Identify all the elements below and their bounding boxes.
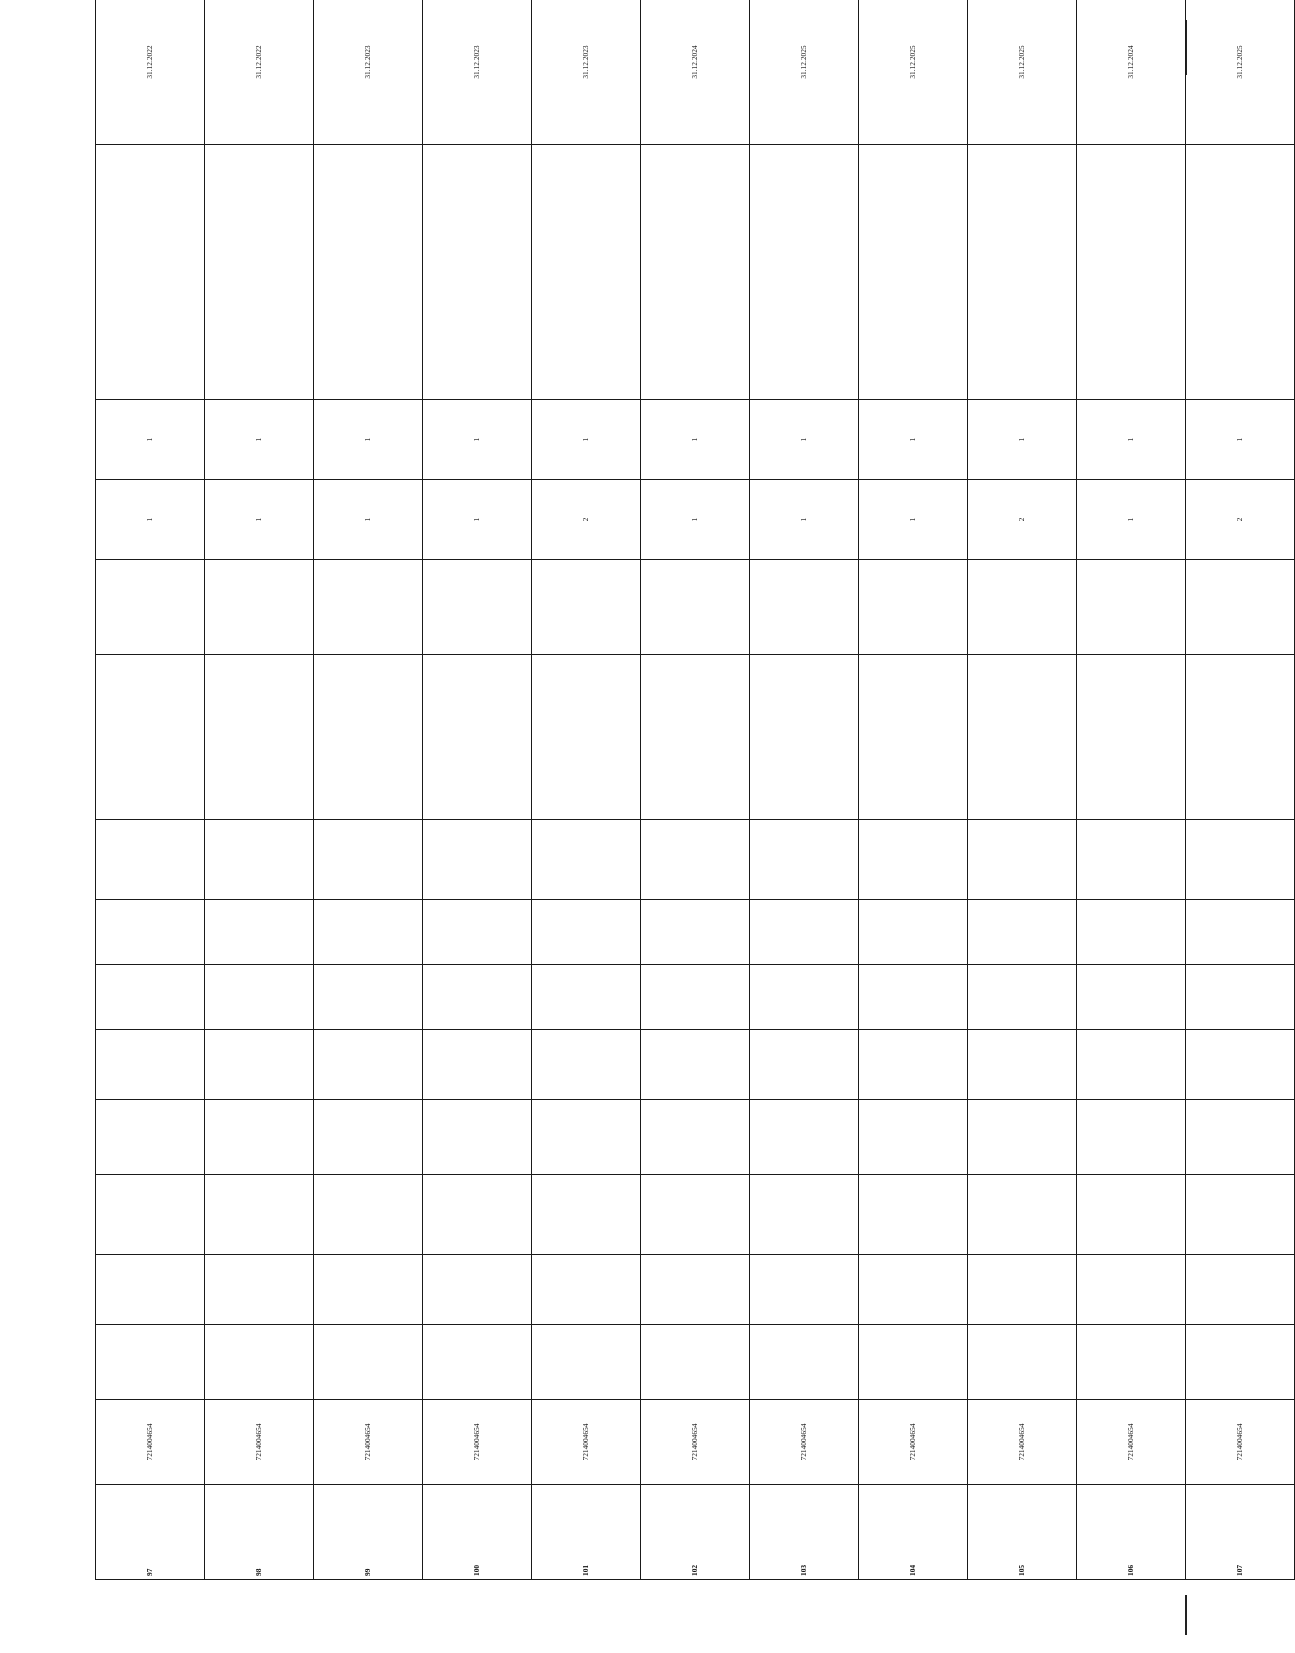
empty-cell (532, 560, 641, 655)
address-cell (968, 1175, 1077, 1255)
organization-cell (1077, 1485, 1186, 1580)
population-cell (1186, 1030, 1295, 1100)
population-cell (314, 1030, 423, 1100)
deadline-date-cell: 31.12.2025 (750, 0, 859, 145)
room-cell (968, 900, 1077, 965)
facility-type-cell (641, 1325, 750, 1400)
department-cell (750, 965, 859, 1030)
department-cell (532, 965, 641, 1030)
table-row (96, 0, 205, 1580)
population-cell (859, 1030, 968, 1100)
quantity-cell: 1 (1077, 480, 1186, 560)
room-cell (423, 900, 532, 965)
deadline-date-cell: 31.12.2025 (859, 0, 968, 145)
address-cell (1186, 1175, 1295, 1255)
quantity-cell: 1 (423, 400, 532, 480)
equipment-cell (1186, 655, 1295, 820)
table-row (1077, 0, 1186, 1580)
row-number: 97 (144, 1568, 154, 1576)
facility-type-cell (968, 1325, 1077, 1400)
row-number: 103 (798, 1564, 808, 1576)
facility-type-cell (532, 1325, 641, 1400)
population-cell (1077, 1030, 1186, 1100)
unit-cell (423, 1255, 532, 1325)
equipment-table (95, 0, 1295, 1580)
empty-cell (641, 560, 750, 655)
facility-type-cell (314, 1325, 423, 1400)
care-mode-cell (314, 820, 423, 900)
unit-cell (1077, 1255, 1186, 1325)
quantity-cell: 1 (750, 480, 859, 560)
care-mode-cell (96, 820, 205, 900)
organization-cell (968, 1485, 1077, 1580)
population-cell (96, 1030, 205, 1100)
legal-basis-cell (205, 145, 314, 400)
inn-cell: 7214004654 (314, 1400, 423, 1485)
legal-basis-cell (859, 145, 968, 400)
address-cell (314, 1175, 423, 1255)
row-number: 100 (471, 1564, 481, 1576)
department-cell (1186, 965, 1295, 1030)
room-cell (96, 900, 205, 965)
locality-cell (314, 1100, 423, 1175)
organization-cell (96, 1485, 205, 1580)
organization-cell (423, 1485, 532, 1580)
row-number: 104 (907, 1564, 917, 1576)
quantity-cell: 1 (859, 400, 968, 480)
table-row (641, 0, 750, 1580)
quantity-cell: 1 (968, 400, 1077, 480)
inn-cell: 7214004654 (968, 1400, 1077, 1485)
facility-type-cell (750, 1325, 859, 1400)
department-cell (968, 965, 1077, 1030)
quantity-cell: 1 (641, 400, 750, 480)
department-cell (96, 965, 205, 1030)
equipment-cell (750, 655, 859, 820)
equipment-cell (314, 655, 423, 820)
locality-cell (859, 1100, 968, 1175)
unit-cell (750, 1255, 859, 1325)
inn-cell: 7214004654 (750, 1400, 859, 1485)
table-body (96, 0, 1295, 1580)
care-mode-cell (641, 820, 750, 900)
address-cell (859, 1175, 968, 1255)
facility-type-cell (1077, 1325, 1186, 1400)
population-cell (968, 1030, 1077, 1100)
inn-cell: 7214004654 (641, 1400, 750, 1485)
address-cell (96, 1175, 205, 1255)
locality-cell (423, 1100, 532, 1175)
locality-cell (750, 1100, 859, 1175)
inn-cell: 7214004654 (205, 1400, 314, 1485)
population-cell (750, 1030, 859, 1100)
legal-basis-cell (314, 145, 423, 400)
empty-cell (1186, 560, 1295, 655)
empty-cell (423, 560, 532, 655)
care-mode-cell (859, 820, 968, 900)
row-number: 102 (689, 1564, 699, 1576)
locality-cell (205, 1100, 314, 1175)
quantity-cell: 1 (314, 480, 423, 560)
inn-cell: 7214004654 (96, 1400, 205, 1485)
address-cell (423, 1175, 532, 1255)
deadline-date-cell: 31.12.2025 (1186, 0, 1295, 145)
room-cell (641, 900, 750, 965)
scan-edge-mark-bottom (1185, 1595, 1187, 1635)
unit-cell (968, 1255, 1077, 1325)
address-cell (205, 1175, 314, 1255)
unit-cell (641, 1255, 750, 1325)
organization-cell (1186, 1485, 1295, 1580)
table-row (750, 0, 859, 1580)
care-mode-cell (1186, 820, 1295, 900)
table-row (205, 0, 314, 1580)
table-row (859, 0, 968, 1580)
organization-cell (532, 1485, 641, 1580)
quantity-cell: 1 (1077, 400, 1186, 480)
empty-cell (1077, 560, 1186, 655)
equipment-cell (96, 655, 205, 820)
inn-cell: 7214004654 (532, 1400, 641, 1485)
inn-cell: 7214004654 (1077, 1400, 1186, 1485)
quantity-cell: 1 (314, 400, 423, 480)
row-number: 99 (362, 1568, 372, 1576)
legal-basis-cell (968, 145, 1077, 400)
locality-cell (1077, 1100, 1186, 1175)
address-cell (532, 1175, 641, 1255)
deadline-date-cell: 31.12.2024 (641, 0, 750, 145)
facility-type-cell (423, 1325, 532, 1400)
quantity-cell: 1 (205, 480, 314, 560)
department-cell (859, 965, 968, 1030)
deadline-date-cell: 31.12.2023 (423, 0, 532, 145)
quantity-cell: 1 (859, 480, 968, 560)
department-cell (1077, 965, 1186, 1030)
unit-cell (96, 1255, 205, 1325)
table-row (1186, 0, 1295, 1580)
legal-basis-cell (532, 145, 641, 400)
locality-cell (1186, 1100, 1295, 1175)
care-mode-cell (532, 820, 641, 900)
deadline-date-cell: 31.12.2023 (532, 0, 641, 145)
table-row (968, 0, 1077, 1580)
equipment-cell (641, 655, 750, 820)
unit-cell (205, 1255, 314, 1325)
deadline-date-cell: 31.12.2025 (968, 0, 1077, 145)
address-cell (750, 1175, 859, 1255)
quantity-cell: 1 (641, 480, 750, 560)
row-number: 105 (1016, 1564, 1026, 1576)
population-cell (641, 1030, 750, 1100)
care-mode-cell (750, 820, 859, 900)
quantity-cell: 1 (205, 400, 314, 480)
table-row (423, 0, 532, 1580)
empty-cell (968, 560, 1077, 655)
quantity-cell: 2 (968, 480, 1077, 560)
empty-cell (314, 560, 423, 655)
deadline-date-cell: 31.12.2023 (314, 0, 423, 145)
equipment-cell (532, 655, 641, 820)
room-cell (1186, 900, 1295, 965)
legal-basis-cell (423, 145, 532, 400)
inn-cell: 7214004654 (1186, 1400, 1295, 1485)
locality-cell (532, 1100, 641, 1175)
legal-basis-cell (750, 145, 859, 400)
organization-cell (641, 1485, 750, 1580)
organization-cell (205, 1485, 314, 1580)
row-number: 98 (253, 1568, 263, 1576)
facility-type-cell (859, 1325, 968, 1400)
population-cell (532, 1030, 641, 1100)
care-mode-cell (968, 820, 1077, 900)
quantity-cell: 1 (750, 400, 859, 480)
equipment-cell (423, 655, 532, 820)
legal-basis-cell (1077, 145, 1186, 400)
row-number: 101 (580, 1564, 590, 1576)
room-cell (859, 900, 968, 965)
deadline-date-cell: 31.12.2024 (1077, 0, 1186, 145)
unit-cell (532, 1255, 641, 1325)
address-cell (641, 1175, 750, 1255)
equipment-cell (968, 655, 1077, 820)
population-cell (423, 1030, 532, 1100)
inn-cell: 7214004654 (859, 1400, 968, 1485)
inn-cell: 7214004654 (423, 1400, 532, 1485)
equipment-cell (859, 655, 968, 820)
care-mode-cell (205, 820, 314, 900)
row-number: 107 (1234, 1564, 1244, 1576)
quantity-cell: 2 (1186, 480, 1295, 560)
quantity-cell: 2 (532, 480, 641, 560)
department-cell (314, 965, 423, 1030)
organization-cell (859, 1485, 968, 1580)
quantity-cell: 1 (96, 480, 205, 560)
legal-basis-cell (96, 145, 205, 400)
department-cell (641, 965, 750, 1030)
deadline-date-cell: 31.12.2022 (205, 0, 314, 145)
quantity-cell: 1 (1186, 400, 1295, 480)
care-mode-cell (1077, 820, 1186, 900)
equipment-cell (1077, 655, 1186, 820)
empty-cell (96, 560, 205, 655)
empty-cell (859, 560, 968, 655)
legal-basis-cell (1186, 145, 1295, 400)
organization-cell (314, 1485, 423, 1580)
locality-cell (641, 1100, 750, 1175)
facility-type-cell (96, 1325, 205, 1400)
legal-basis-cell (641, 145, 750, 400)
room-cell (205, 900, 314, 965)
department-cell (423, 965, 532, 1030)
organization-cell (750, 1485, 859, 1580)
unit-cell (314, 1255, 423, 1325)
facility-type-cell (205, 1325, 314, 1400)
department-cell (205, 965, 314, 1030)
rotated-table (95, 0, 1295, 1580)
unit-cell (859, 1255, 968, 1325)
table-row (314, 0, 423, 1580)
row-number: 106 (1125, 1564, 1135, 1576)
empty-cell (205, 560, 314, 655)
locality-cell (968, 1100, 1077, 1175)
room-cell (532, 900, 641, 965)
locality-cell (96, 1100, 205, 1175)
quantity-cell: 1 (423, 480, 532, 560)
facility-type-cell (1186, 1325, 1295, 1400)
quantity-cell: 1 (532, 400, 641, 480)
room-cell (1077, 900, 1186, 965)
quantity-cell: 1 (96, 400, 205, 480)
table-row (532, 0, 641, 1580)
equipment-cell (205, 655, 314, 820)
unit-cell (1186, 1255, 1295, 1325)
room-cell (314, 900, 423, 965)
care-mode-cell (423, 820, 532, 900)
address-cell (1077, 1175, 1186, 1255)
population-cell (205, 1030, 314, 1100)
deadline-date-cell: 31.12.2022 (96, 0, 205, 145)
room-cell (750, 900, 859, 965)
empty-cell (750, 560, 859, 655)
